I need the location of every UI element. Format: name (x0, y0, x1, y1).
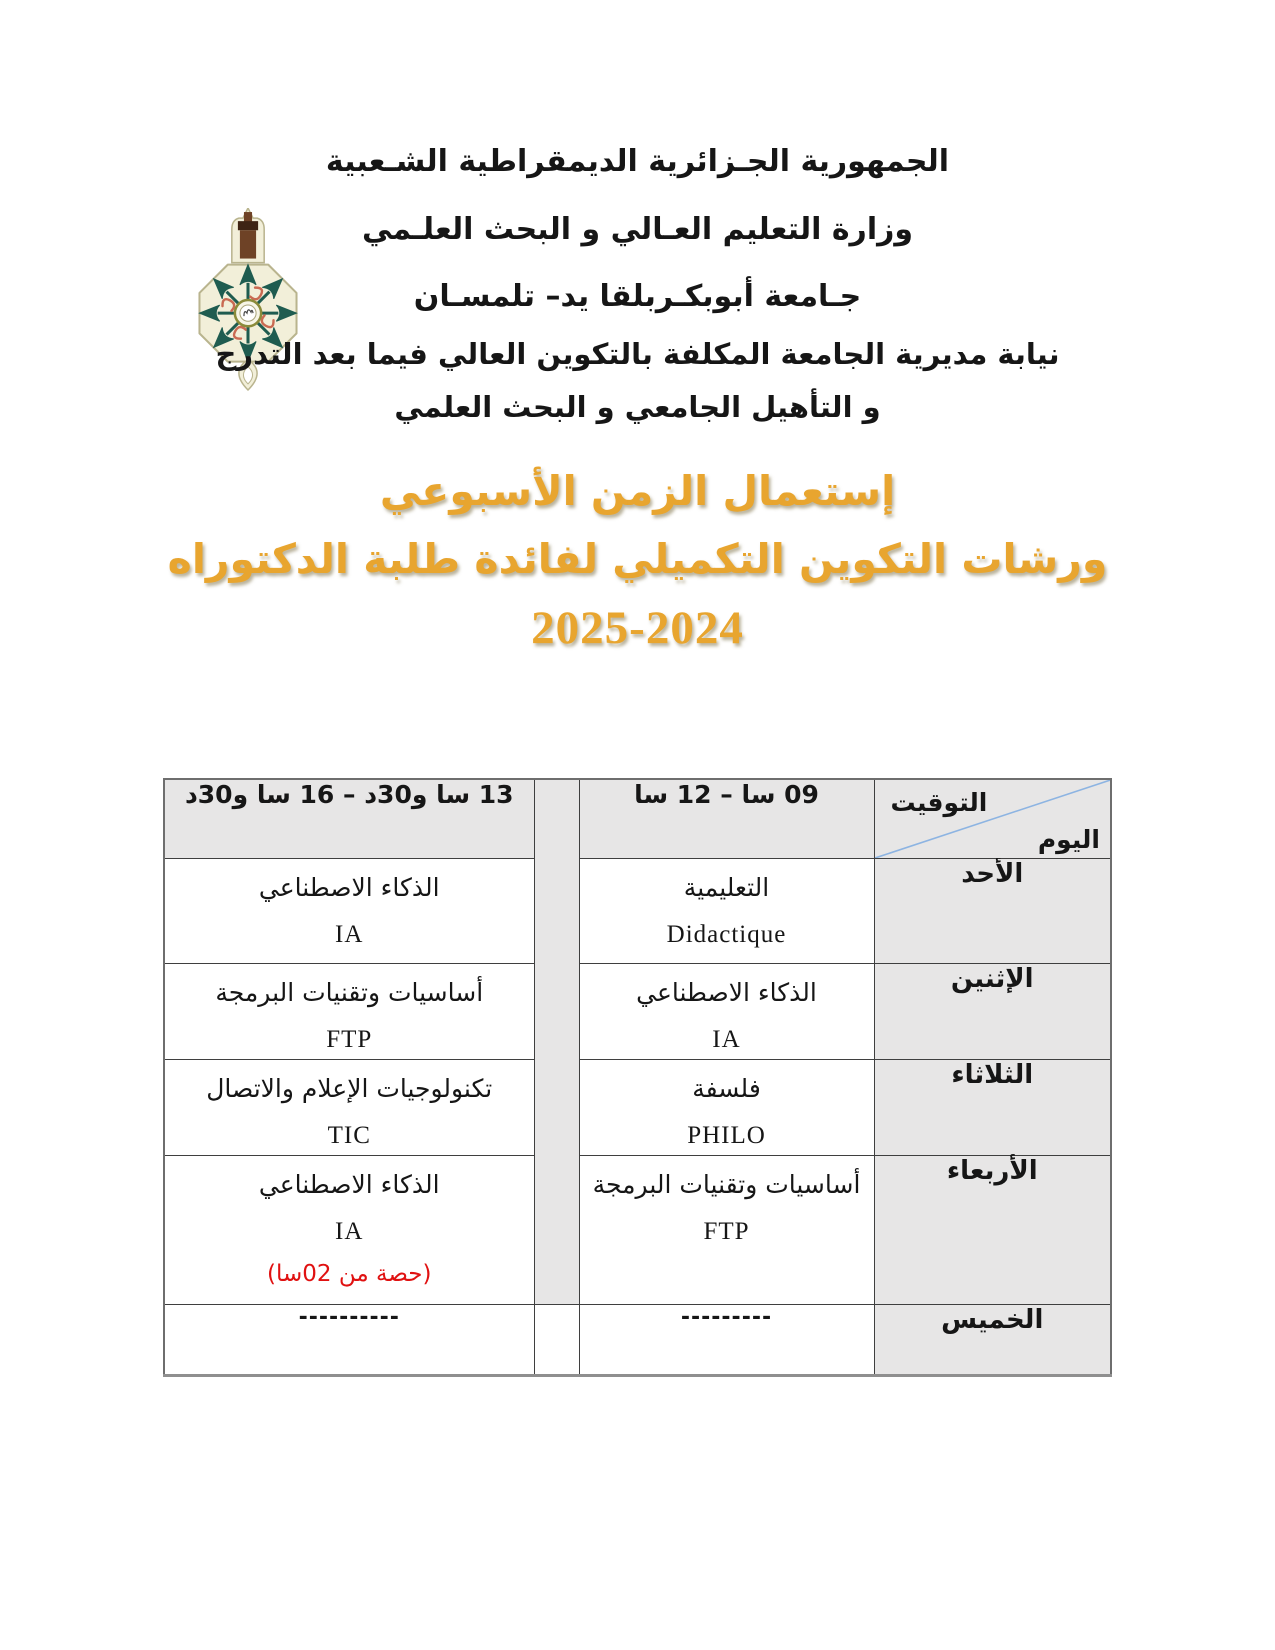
course-code: TIC (327, 1122, 371, 1149)
table-row-tuesday (164, 1060, 1111, 1156)
course-cell-wednesday-morning (579, 1156, 874, 1305)
course-arabic: فلسفة (692, 1074, 761, 1103)
spacer-cell-thursday (534, 1305, 579, 1376)
course-cell-tuesday-afternoon (164, 1060, 534, 1156)
course-arabic: أساسيات وتقنيات البرمجة (215, 978, 484, 1007)
column-header-afternoon: 13 سا و30د – 16 سا و30د (164, 779, 534, 859)
course-arabic: الذكاء الاصطناعي (636, 978, 817, 1007)
course-cell-sunday-morning (579, 859, 874, 964)
empty-slot-thursday-afternoon: ---------- (164, 1305, 534, 1376)
header-line-habilitation: و التأهيل الجامعي و البحث العلمي (394, 390, 881, 424)
title-years: 2025-2024 (531, 602, 744, 654)
course-code: IA (712, 1026, 741, 1053)
course-arabic: التعليمية (683, 873, 770, 902)
course-cell-sunday-afternoon (164, 859, 534, 964)
course-arabic: تكنولوجيات الإعلام والاتصال (206, 1074, 493, 1103)
corner-cell (874, 779, 1111, 859)
day-cell-wednesday: الأربعاء (874, 1156, 1111, 1305)
title-line-1: إستعمال الزمن الأسبوعي (379, 467, 896, 515)
header-line-republic: الجمهورية الجـزائرية الديمقراطية الشـعبية (325, 144, 950, 179)
header-line-ministry: وزارة التعليم العـالي و البحث العلـمي (361, 212, 914, 247)
course-cell-monday-morning (579, 964, 874, 1060)
course-code: IA (335, 921, 364, 948)
course-cell-wednesday-afternoon (164, 1156, 534, 1305)
course-cell-tuesday-morning (579, 1060, 874, 1156)
session-duration-note: (حصة من 02سا) (267, 1261, 432, 1287)
course-arabic: أساسيات وتقنيات البرمجة (592, 1170, 861, 1199)
column-header-morning: 09 سا – 12 سا (579, 779, 874, 859)
title-line-2: ورشات التكوين التكميلي لفائدة طلبة الدكتوراه (167, 535, 1108, 583)
table-row-monday (164, 964, 1111, 1060)
corner-time-label: التوقيت (890, 788, 988, 817)
day-cell-sunday: الأحد (874, 859, 1111, 964)
day-cell-tuesday: الثلاثاء (874, 1060, 1111, 1156)
table-row-wednesday (164, 1156, 1111, 1305)
header-line-vice-rectorate: نيابة مديرية الجامعة المكلفة بالتكوين العالي فيما بعد التدرج (215, 337, 1060, 371)
course-code: Didactique (666, 921, 787, 948)
empty-slot-thursday-morning: --------- (579, 1305, 874, 1376)
corner-day-label: اليوم (1037, 825, 1100, 854)
spacer-column (534, 779, 579, 1305)
course-arabic: الذكاء الاصطناعي (258, 1170, 440, 1199)
header-line-university: جـامعة أبوبكـربلقا يد– تلمسـان (413, 279, 862, 314)
day-cell-monday: الإثنين (874, 964, 1111, 1060)
table-row-thursday (164, 1305, 1111, 1376)
course-arabic: الذكاء الاصطناعي (258, 873, 440, 902)
course-code: IA (335, 1218, 364, 1245)
document-title (0, 466, 1275, 654)
course-cell-monday-afternoon (164, 964, 534, 1060)
official-header (0, 144, 1275, 425)
day-cell-thursday: الخميس (874, 1305, 1111, 1376)
schedule-table (163, 778, 1112, 1377)
course-code: FTP (703, 1218, 750, 1245)
course-code: PHILO (687, 1122, 766, 1149)
table-row-sunday (164, 859, 1111, 964)
course-code: FTP (326, 1026, 373, 1053)
